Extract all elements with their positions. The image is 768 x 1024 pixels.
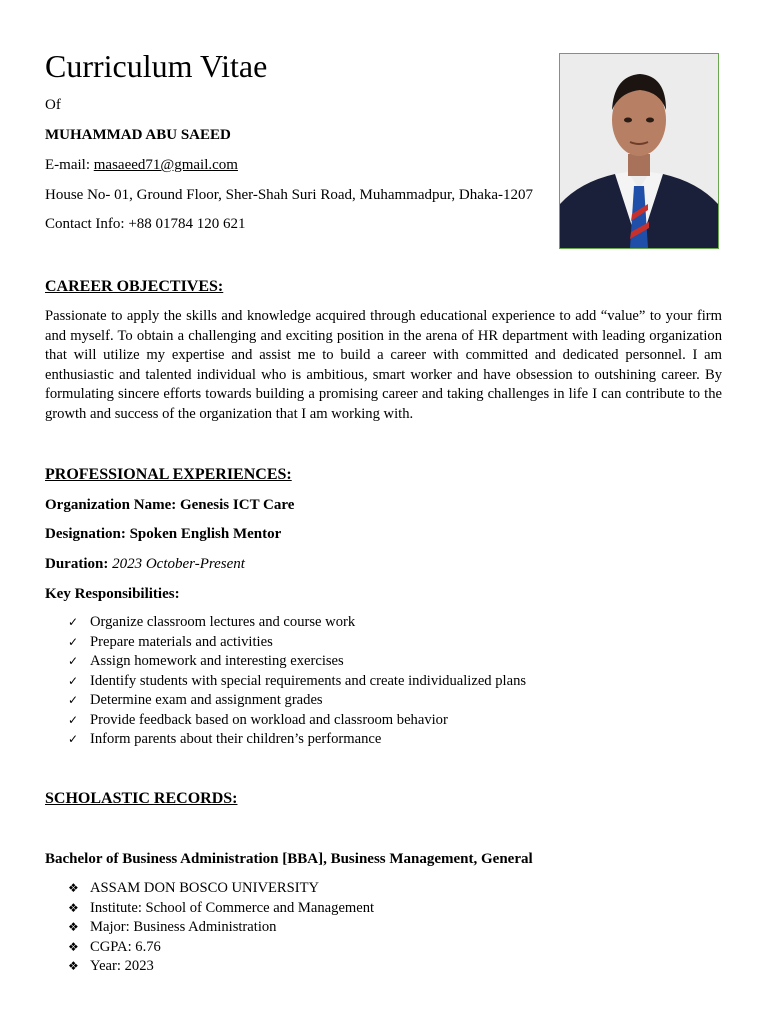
- list-item: ✓ Identify students with special requirements and create individualized plans: [68, 672, 526, 692]
- list-item: ❖ Year: 2023: [68, 957, 374, 977]
- candidate-name: MUHAMMAD ABU SAEED: [45, 127, 231, 143]
- list-item: ❖ Institute: School of Commerce and Management: [68, 899, 374, 919]
- list-item: ✓ Provide feedback based on workload and classroom behavior: [68, 711, 526, 731]
- list-item: ✓ Inform parents about their children’s performance: [68, 730, 526, 750]
- designation: Designation: Spoken English Mentor: [45, 526, 282, 542]
- key-responsibilities-label: Key Responsibilities:: [45, 586, 180, 602]
- list-item: ✓ Prepare materials and activities: [68, 633, 526, 653]
- education-list: [68, 879, 374, 977]
- list-item: ✓ Determine exam and assignment grades: [68, 691, 526, 711]
- diamond-bullet-icon: ❖: [68, 900, 79, 915]
- checkmark-icon: ✓: [68, 693, 79, 707]
- checkmark-icon: ✓: [68, 615, 79, 629]
- checkmark-icon: ✓: [68, 634, 79, 649]
- of-label: Of: [45, 97, 61, 113]
- duration-value: 2023 October-Present: [112, 556, 245, 572]
- email-line: [45, 155, 238, 175]
- career-objectives-heading: CAREER OBJECTIVES:: [45, 278, 224, 295]
- checkmark-icon: ✓: [68, 673, 79, 688]
- checkmark-icon: ✓: [68, 712, 79, 727]
- email-link[interactable]: masaeed71@gmail.com: [93, 157, 238, 173]
- contact-info: Contact Info: +88 01784 120 621: [45, 216, 246, 232]
- profile-photo: [559, 53, 719, 249]
- list-item: ❖ CGPA: 6.76: [68, 938, 374, 958]
- career-objectives-text: Passionate to apply the skills and knowledge acquired through educational experience to add “value” to your firm and myself. To obtain a challenging and exciting position in the arena of HR department with leading organization that will utilize my expertise and assist me to build a career with committed and dedicated personnel. I am enthusiastic and talented individual who is ambitious, smart worker and have obsession to outshining career. By formulating sincere efforts towards building a promising career and taking challenges in life I can contribute to the growth and success of the organization that I am working with.: [45, 308, 722, 422]
- address: House No- 01, Ground Floor, Sher-Shah Suri Road, Muhammadpur, Dhaka-1207: [45, 187, 534, 203]
- list-item: ✓ Organize classroom lectures and course work: [68, 613, 526, 633]
- checkmark-icon: ✓: [68, 654, 79, 668]
- degree-title: Bachelor of Business Administration [BBA], Business Management, General: [45, 851, 533, 867]
- diamond-bullet-icon: ❖: [68, 959, 79, 973]
- duration: [45, 554, 245, 574]
- diamond-bullet-icon: ❖: [68, 939, 79, 954]
- diamond-bullet-icon: ❖: [68, 920, 79, 934]
- professional-experiences-heading: PROFESSIONAL EXPERIENCES:: [45, 466, 292, 483]
- list-item: ❖ ASSAM DON BOSCO UNIVERSITY: [68, 879, 374, 899]
- cv-title: Curriculum Vitae: [45, 48, 268, 84]
- list-item: ✓ Assign homework and interesting exercises: [68, 652, 526, 672]
- organization-name: Organization Name: Genesis ICT Care: [45, 497, 295, 513]
- scholastic-records-heading: SCHOLASTIC RECORDS:: [45, 790, 238, 807]
- list-item: ❖ Major: Business Administration: [68, 918, 374, 938]
- checkmark-icon: ✓: [68, 732, 79, 746]
- diamond-bullet-icon: ❖: [68, 881, 79, 895]
- duration-label: Duration:: [45, 556, 113, 572]
- responsibilities-list: [68, 613, 526, 750]
- email-label: E-mail:: [45, 157, 94, 173]
